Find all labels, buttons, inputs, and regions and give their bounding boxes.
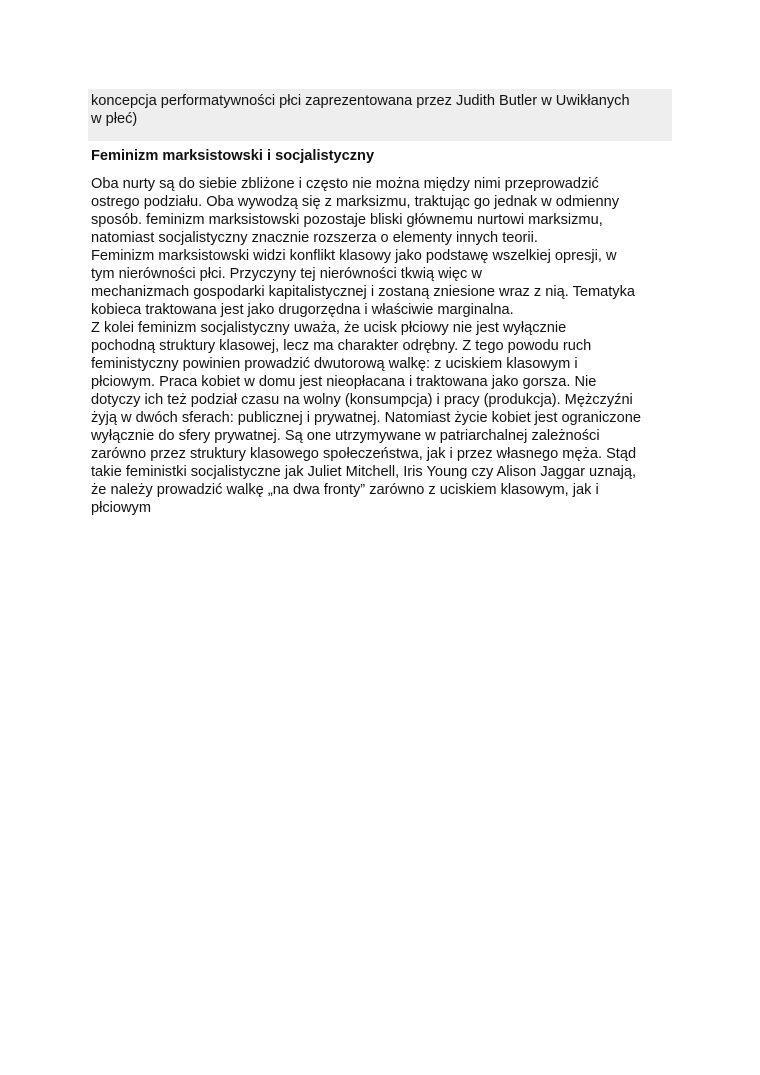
text-line: ostrego podziału. Oba wywodzą się z marksizmu, traktując go jednak w odmienny [91, 194, 620, 210]
section-body [91, 175, 681, 517]
text-line: pochodną struktury klasowej, lecz ma charakter odrębny. Z tego powodu ruch [91, 338, 592, 354]
text-line: że należy prowadzić walkę „na dwa fronty” zarówno z uciskiem klasowym, jak i [91, 482, 599, 498]
text-line: żyją w dwóch sferach: publicznej i prywatnej. Natomiast życie kobiet jest ograniczone [91, 410, 641, 426]
text-line: mechanizmach gospodarki kapitalistycznej i zostaną zniesione wraz z nią. Tematyka [91, 284, 636, 300]
text-line: płciowym [91, 500, 152, 516]
text-line: Oba nurty są do siebie zbliżone i często nie można między nimi przeprowadzić [91, 176, 599, 192]
text-line: koncepcja performatywności płci zaprezentowana przez Judith Butler w Uwikłanych [91, 93, 630, 109]
text-line: Z kolei feminizm socjalistyczny uważa, że ucisk płciowy nie jest wyłącznie [91, 320, 567, 336]
text-line: Feminizm marksistowski widzi konflikt klasowy jako podstawę wszelkiej opresji, w [91, 248, 617, 264]
text-line: sposób. feminizm marksistowski pozostaje bliski głównemu nurtowi marksizmu, [91, 212, 603, 228]
text-line: dotyczy ich też podział czasu na wolny (konsumpcja) i pracy (produkcja). Mężczyźni [91, 392, 633, 408]
text-line: płciowym. Praca kobiet w domu jest nieopłacana i traktowana jako gorsza. Nie [91, 374, 597, 390]
text-line: w płeć) [91, 111, 138, 127]
text-line: takie feministki socjalistyczne jak Juliet Mitchell, Iris Young czy Alison Jaggar uznają, [91, 464, 637, 480]
text-line: tym nierówności płci. Przyczyny tej nierówności tkwią więc w [91, 266, 482, 282]
text-line: kobieca traktowana jest jako drugorzędna i właściwie marginalna. [91, 302, 514, 318]
previous-section-text [91, 92, 669, 128]
section-heading: Feminizm marksistowski i socjalistyczny [91, 148, 375, 164]
text-line: natomiast socjalistyczny znacznie rozszerza o elementy innych teorii. [91, 230, 538, 246]
text-line: zarówno przez struktury klasowego społeczeństwa, jak i przez własnego męża. Stąd [91, 446, 637, 462]
text-line: feministyczny powinien prowadzić dwutorową walkę: z uciskiem klasowym i [91, 356, 578, 372]
text-line: wyłącznie do sfery prywatnej. Są one utrzymywane w patriarchalnej zależności [91, 428, 600, 444]
